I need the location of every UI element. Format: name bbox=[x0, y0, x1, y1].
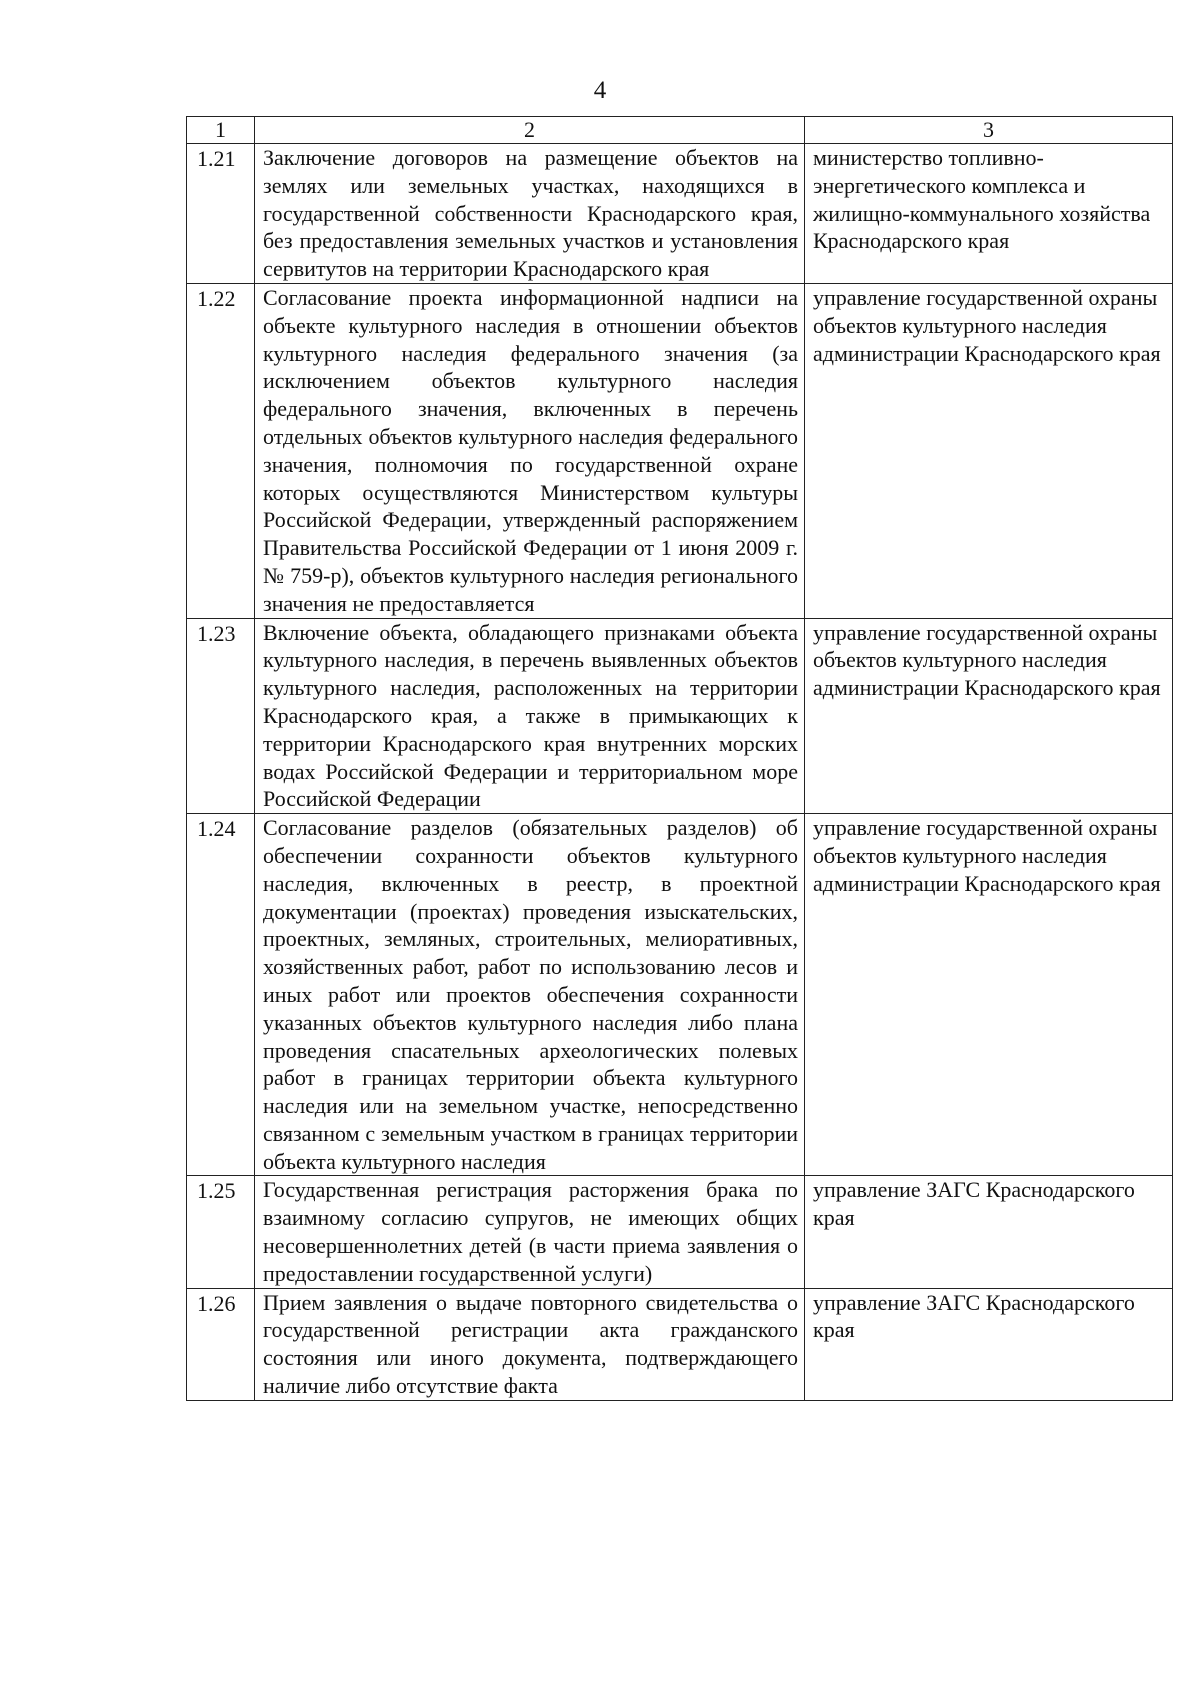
service-description: Включение объекта, обладающего признаками объекта культурного наследия, в перечень выявленных объектов культурного наследия, расположенных на территории Краснодарского края, а также в примыкающих к территории Краснодарского края внутренних морских водах Российской Федерации и территориальном море Российской Федерации bbox=[255, 618, 805, 814]
row-number: 1.22 bbox=[187, 283, 255, 618]
table-row bbox=[187, 144, 1173, 284]
services-table bbox=[186, 116, 1173, 1401]
service-description: Согласование проекта информационной надписи на объекте культурного наследия в отношении объектов культурного наследия федерального значения (за исключением объектов культурного наследия федерального значения, включенных в перечень отдельных объектов культурного наследия федерального значения, полномочия по государственной охране которых осуществляются Министерством культуры Российской Федерации, утвержденный распоряжением Правительства Российской Федерации от 1 июня 2009 г. № 759-р), объектов культурного наследия регионального значения не предоставляется bbox=[255, 283, 805, 618]
column-header-1: 1 bbox=[187, 117, 255, 144]
table-header-row bbox=[187, 117, 1173, 144]
row-number: 1.23 bbox=[187, 618, 255, 814]
service-description: Заключение договоров на размещение объектов на землях или земельных участках, находящихся в государственной собственности Краснодарского края, без предоставления земельных участков и установления сервитутов на территории Краснодарского края bbox=[255, 144, 805, 284]
responsible-organization: управление государственной охраны объектов культурного наследия администрации Краснодарского края bbox=[805, 283, 1173, 618]
row-number: 1.26 bbox=[187, 1288, 255, 1400]
row-number: 1.21 bbox=[187, 144, 255, 284]
row-number: 1.25 bbox=[187, 1176, 255, 1288]
responsible-organization: управление ЗАГС Краснодарского края bbox=[805, 1176, 1173, 1288]
column-header-3: 3 bbox=[805, 117, 1173, 144]
responsible-organization: управление государственной охраны объектов культурного наследия администрации Краснодарского края bbox=[805, 814, 1173, 1176]
table-row bbox=[187, 1176, 1173, 1288]
responsible-organization: управление ЗАГС Краснодарского края bbox=[805, 1288, 1173, 1400]
service-description: Прием заявления о выдаче повторного свидетельства о государственной регистрации акта гражданского состояния или иного документа, подтверждающего наличие либо отсутствие факта bbox=[255, 1288, 805, 1400]
table-row bbox=[187, 618, 1173, 814]
service-description: Согласование разделов (обязательных разделов) об обеспечении сохранности объектов культурного наследия, включенных в реестр, в проектной документации (проектах) проведения изыскательских, проектных, земляных, строительных, мелиоративных, хозяйственных работ, работ по использованию лесов и иных работ или проектов обеспечения сохранности указанных объектов культурного наследия либо плана проведения спасательных археологических полевых работ в границах территории объекта культурного наследия или на земельном участке, непосредственно связанном с земельным участком в границах территории объекта культурного наследия bbox=[255, 814, 805, 1176]
responsible-organization: управление государственной охраны объектов культурного наследия администрации Краснодарского края bbox=[805, 618, 1173, 814]
responsible-organization: министерство топливно-энергетического комплекса и жилищно-коммунального хозяйства Краснодарского края bbox=[805, 144, 1173, 284]
page-number: 4 bbox=[593, 77, 607, 104]
row-number: 1.24 bbox=[187, 814, 255, 1176]
table-row bbox=[187, 283, 1173, 618]
table-row bbox=[187, 814, 1173, 1176]
table-row bbox=[187, 1288, 1173, 1400]
column-header-2: 2 bbox=[255, 117, 805, 144]
service-description: Государственная регистрация расторжения брака по взаимному согласию супругов, не имеющих общих несовершеннолетних детей (в части приема заявления о предоставлении государственной услуги) bbox=[255, 1176, 805, 1288]
